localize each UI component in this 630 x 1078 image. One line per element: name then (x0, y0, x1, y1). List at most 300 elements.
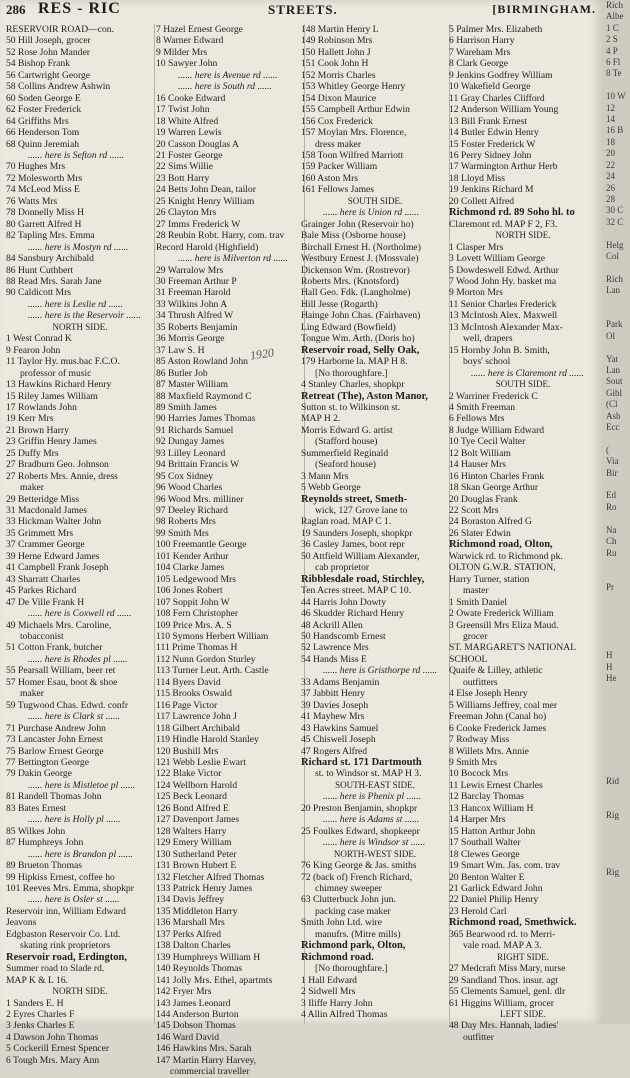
directory-entry: 11 Taylor Hy. mus.bac F.C.O. (6, 356, 120, 368)
directory-entry: 120 Bushill Mrs (156, 745, 219, 757)
directory-entry: 2 Owate Frederick William (449, 608, 554, 620)
directory-entry: 16 Perry Sidney John (449, 149, 532, 161)
directory-entry: 45 Chiswell Joseph (301, 734, 376, 746)
directory-entry: 110 Symons Herbert William (156, 631, 269, 643)
directory-entry: 7 Wood John Hy. basket ma (449, 275, 557, 287)
directory-entry: Reynolds street, Smeth- (301, 493, 408, 505)
directory-entry: 115 Brooks Oswald (156, 688, 232, 700)
edge-fragment: Rig (606, 866, 620, 877)
directory-entry: 136 Marshall Mrs (156, 917, 225, 929)
directory-entry: 77 Bettington George (6, 757, 89, 768)
directory-entry: 10 Sawyer John (156, 58, 218, 70)
directory-entry: 68 Quinn Jeremiah (6, 138, 80, 150)
directory-entry: 71 Purchase Andrew John (6, 722, 106, 734)
directory-entry: 118 Gilbert Archibald (156, 722, 240, 734)
directory-entry: Richmond road, Smethwick. (449, 917, 577, 929)
directory-entry: 148 Martin Henry L (301, 24, 379, 35)
directory-entry: Grainger John (Reservoir ho) (301, 218, 414, 230)
directory-entry: 66 Henderson Tom (6, 127, 80, 139)
directory-entry: ...... here is the Reservoir ...... (28, 310, 141, 322)
directory-entry: Richmond park, Olton, (301, 940, 406, 952)
directory-entry: Richmond rd. 89 Soho hl. to (449, 207, 575, 219)
edge-fragment (604, 570, 630, 581)
directory-entry: 13 Hawkins Richard Henry (6, 379, 112, 391)
directory-entry: 88 Read Mrs. Sarah Jane (6, 275, 102, 287)
directory-entry: 41 Mayhew Mrs (301, 711, 365, 723)
directory-entry: 8 Willets Mrs. Annie (449, 745, 529, 757)
directory-entry: 11 Gray Charles Clifford (449, 92, 545, 104)
directory-entry: 15 Foster Frederick W (449, 138, 536, 150)
directory-entry: 101 Kender Arthur (156, 550, 229, 562)
directory-entry: 105 Ledgewood Mrs (156, 573, 236, 585)
directory-entry: Edgbaston Reservoir Co. Ltd. (6, 928, 121, 940)
directory-entry: 25 Foulkes Edward, shopkeepr (301, 825, 420, 837)
directory-entry: 12 Bolt William (449, 447, 511, 459)
directory-entry: st. to Windsor st. MAP H 3. (315, 768, 422, 780)
directory-entry: 19 Smart Wm. Jas. com. trav (449, 860, 561, 872)
directory-entry: 114 Byers David (156, 676, 221, 688)
directory-entry: 18 Clewes George (449, 848, 520, 860)
directory-entry: 138 Dalton Charles (156, 940, 231, 952)
directory-entry: 46 Skudder Richard Henry (301, 608, 405, 620)
directory-entry: 139 Humphreys William H (156, 951, 261, 963)
directory-entry: 29 Warralow Mrs (156, 264, 224, 276)
directory-entry: MAP K & L 16. (6, 974, 68, 986)
directory-entry: Ribblesdale road, Stirchley, (301, 573, 425, 585)
edge-fragment: 14 (606, 114, 615, 125)
directory-entry: 14 Harper Mrs (449, 814, 506, 826)
directory-entry: 126 Bond Alfred E (156, 802, 229, 814)
directory-entry: 143 James Leonard (156, 997, 231, 1009)
edge-fragment: Via (606, 456, 619, 467)
directory-entry: 57 Homer Esau, boot & shoe (6, 676, 118, 688)
directory-entry: 62 Foster Frederick (6, 104, 82, 116)
directory-entry: 17 Rowlands John (6, 401, 77, 413)
directory-entry: 72 (back of) French Richard, (301, 871, 413, 883)
directory-entry: Quaife & Lilley, athletic (449, 665, 543, 677)
directory-entry: professor of music (20, 367, 92, 379)
directory-entry: 47 Rogers Alfred (301, 745, 368, 757)
directory-entry: 96 Wood Mrs. milliner (156, 493, 244, 505)
directory-entry: 39 Davies Joseph (301, 699, 369, 711)
directory-entry: 54 Bishop Frank (6, 58, 70, 70)
directory-entry: 140 Reynolds Thomas (156, 963, 243, 975)
directory-entry: 61 Higgins William, grocer (449, 997, 554, 1009)
directory-entry: 76 King George & Jas. smiths (301, 860, 417, 872)
directory-entry: 6 Tough Mrs. Mary Ann (6, 1054, 100, 1066)
directory-entry: 72 Molesworth Mrs (6, 172, 83, 184)
directory-entry: Record Harold (Highfield) (156, 241, 259, 253)
directory-entry: 11 Lewis Ernest Charles (449, 779, 543, 791)
directory-entry: 8 Clark George (449, 58, 508, 70)
directory-entry: tobacconist (20, 631, 64, 643)
edge-fragment: Ru (606, 547, 617, 558)
edge-fragment: Rich (606, 273, 623, 284)
directory-entry: 29 Betteridge Miss (6, 493, 80, 505)
directory-entry: 39 Herne Edward James (6, 550, 100, 562)
directory-entry: 36 Morris George (156, 333, 225, 345)
edge-fragment: 2 S (606, 34, 618, 45)
directory-entry: 19 Jenkins Richard M (449, 184, 534, 196)
directory-entry: 33 Hickman Walter John (6, 516, 102, 528)
directory-entry: ...... here is Holly pl ...... (28, 814, 121, 826)
directory-entry: 24 Boraston Alfred G (449, 516, 532, 528)
edge-fragment (604, 730, 630, 741)
directory-entry: 28 Reubin Robt. Harry, com. trav (156, 230, 285, 242)
directory-entry: ...... here is Adams st ...... (323, 814, 420, 826)
directory-entry: 13 Hancox William H (449, 802, 534, 814)
directory-entry: 9 Smith Mrs (449, 757, 497, 768)
directory-entry: 21 Garlick Edward John (449, 882, 543, 894)
directory-entry: 117 Lawrence John J (156, 711, 237, 723)
directory-entry: 125 Beck Leonard (156, 791, 227, 803)
directory-entry: 23 Griffin Henry James (6, 436, 97, 448)
directory-entry: Warwick rd. to Richmond pk. (449, 550, 563, 562)
directory-entry: 111 Prime Thomas H (156, 642, 238, 654)
directory-entry: 27 Medcraft Miss Mary, nurse (449, 963, 566, 975)
directory-entry: 90 Harries James Thomas (156, 413, 256, 425)
directory-entry: 41 Campbell Frank Joseph (6, 562, 109, 574)
directory-entry: 20 Benton Walter E (449, 871, 525, 883)
directory-entry: RIGHT SIDE. (497, 951, 549, 962)
edge-fragment (604, 639, 630, 650)
directory-entry: 22 Scott Mrs (449, 505, 499, 517)
edge-fragment: 18 (606, 136, 615, 147)
directory-entry: 24 Betts John Dean, tailor (156, 184, 256, 196)
directory-column-1 (6, 24, 155, 1066)
edge-fragment: 4 P (606, 45, 618, 56)
directory-entry: 2 Eyres Charles F (6, 1008, 75, 1020)
directory-entry: 151 Cook John H (301, 58, 369, 70)
directory-entry: 15 Hornby John B. Smith, (449, 344, 550, 356)
directory-entry: 100 Freemantle George (156, 539, 247, 551)
directory-entry: 134 Davis Jeffrey (156, 894, 225, 906)
directory-entry: Freeman John (Canal ho) (449, 711, 547, 723)
edge-fragment: 20 (606, 148, 615, 159)
directory-entry: chimney sweeper (315, 882, 382, 894)
edge-fragment (604, 627, 630, 638)
directory-entry: wick, 127 Grove lane to (315, 505, 408, 517)
directory-entry: 35 Roberts Benjamin (156, 321, 238, 333)
edge-fragment: Gibl (606, 387, 623, 398)
edge-fragment: Rich (606, 0, 623, 10)
directory-entry: 17 Twist John (156, 104, 210, 116)
directory-entry: 133 Patrick Henry James (156, 882, 253, 894)
directory-entry: 31 Freeman Harold (156, 287, 231, 299)
directory-entry: 15 Riley James William (6, 390, 98, 402)
directory-entry: 11 Senior Charles Frederick (449, 298, 557, 310)
directory-entry: MAP H 2. (301, 413, 341, 425)
directory-entry: 5 Cockerill Ernest Spencer (6, 1043, 110, 1055)
edge-fragment: Sout (606, 376, 623, 387)
directory-column-4 (449, 24, 597, 1043)
edge-fragment: Rig (606, 809, 620, 820)
edge-fragment (604, 308, 630, 319)
directory-entry: 116 Page Victor (156, 699, 218, 711)
directory-entry: NORTH SIDE. (52, 986, 108, 997)
directory-entry: 16 Cooke Edward (156, 92, 226, 104)
directory-entry: Summer road to Slade rd. (6, 963, 105, 975)
edge-fragment: Asb (606, 410, 621, 421)
directory-entry: [No thoroughfare.] (315, 367, 388, 379)
directory-entry: 144 Anderson Burton (156, 1008, 239, 1020)
directory-entry: 149 Robinson Mrs (301, 35, 373, 47)
edge-fragment: Na (606, 524, 617, 535)
handwritten-annotation: 1920 (249, 345, 275, 363)
directory-entry: ...... here is Osler st ...... (28, 894, 120, 906)
directory-entry: 127 Davenport James (156, 814, 240, 826)
edge-fragment: Ecc (606, 422, 620, 433)
directory-entry: 3 Iliffe Harry John (301, 997, 373, 1009)
edge-fragment: Park (606, 319, 623, 330)
directory-entry: 157 Moylan Mrs. Florence, (301, 127, 407, 139)
edge-fragment: Ed (606, 490, 616, 501)
directory-entry: 1 Sanders E. H (6, 997, 64, 1009)
directory-entry: ...... here is Mostyn rd ...... (28, 241, 129, 253)
directory-entry: 10 Tye Cecil Walter (449, 436, 526, 448)
edge-fragment (604, 741, 630, 752)
directory-entry: 54 Hands Miss E (301, 653, 367, 665)
page-header (6, 0, 600, 22)
edge-fragment (604, 433, 630, 444)
directory-entry: 158 Toon Wilfred Marriott (301, 149, 404, 161)
directory-entry: 78 Donnelly Miss H (6, 207, 85, 219)
directory-entry: skating rink proprietors (20, 940, 111, 952)
edge-fragment (604, 80, 630, 91)
directory-entry: 75 Barlow Ernest George (6, 745, 104, 757)
directory-entry: 35 Grimmett Mrs (6, 527, 74, 539)
directory-entry: Richard st. 171 Dartmouth (301, 757, 422, 768)
directory-entry: ...... here is Leslie rd ...... (28, 298, 123, 310)
directory-entry: Ten Acres street. MAP C 10. (301, 585, 412, 597)
directory-entry: 52 Rose John Mander (6, 46, 90, 58)
edge-fragment (604, 297, 630, 308)
directory-entry: 50 Hill Joseph, grocer (6, 35, 91, 47)
directory-entry: 26 Clayton Mrs (156, 207, 217, 219)
edge-fragment: Rid (606, 775, 620, 786)
directory-entry: 153 Whitley George Henry (301, 81, 406, 93)
directory-entry: 129 Emery William (156, 837, 232, 849)
directory-entry: 5 Palmer Mrs. Elizabeth (449, 24, 543, 35)
edge-fragment (604, 513, 630, 524)
directory-entry: ...... here is Brandon pl ...... (28, 848, 133, 860)
directory-entry: 160 Aston Mrs (301, 172, 359, 184)
edge-fragment: 10 W (606, 91, 626, 102)
directory-entry: 88 Maxfield Raymond C (156, 390, 252, 402)
directory-entry: Tongue Wm. Arth. (Doris ho) (301, 333, 415, 345)
directory-entry: 87 Humphreys John (6, 837, 84, 849)
directory-entry: commercial traveller (170, 1066, 250, 1078)
directory-entry: 8 Warner Edward (156, 35, 224, 47)
edge-fragment: ( (606, 444, 609, 455)
directory-entry: 6 Harrison Harry (449, 35, 515, 47)
directory-entry: Summerfield Reginald (301, 447, 389, 459)
directory-entry: ...... here is Gristhorpe rd ...... (323, 665, 438, 677)
directory-entry: 50 Handscomb Ernest (301, 631, 386, 643)
directory-entry: 18 Skan George Arthur (449, 482, 539, 494)
directory-entry: ...... here is Windsor st ...... (323, 837, 426, 849)
directory-entry: 156 Cox Frederick (301, 115, 373, 127)
directory-entry: 94 Brittain Francis W (156, 459, 240, 471)
directory-entry: 89 Smith James (156, 401, 217, 413)
directory-entry: 161 Fellows James (301, 184, 375, 196)
directory-entry: 25 Duffy Mrs (6, 447, 59, 459)
directory-entry: 15 Hatton Arthur John (449, 825, 536, 837)
directory-entry: 30 Freeman Arthur P (156, 275, 237, 287)
directory-entry: ...... here is Avenue rd ...... (178, 69, 278, 81)
directory-entry: 16 Hinton Charles Frank (449, 470, 545, 482)
directory-entry: 19 Warren Lewis (156, 127, 222, 139)
directory-entry: 85 Aston Rowland John (156, 356, 248, 368)
directory-entry: Richmond road, Olton, (449, 539, 553, 551)
directory-entry: 64 Griffiths Mrs (6, 115, 69, 127)
directory-entry: 63 Clutterbuck John jun. (301, 894, 396, 906)
directory-entry: 150 Hallett John J (301, 46, 371, 58)
directory-entry: SOUTH-EAST SIDE. (335, 779, 415, 790)
edge-fragment: 6 Fl (606, 57, 621, 68)
directory-entry: 50 Attfield William Alexander, (301, 550, 420, 562)
directory-entry: ...... here is Clark st ...... (28, 711, 121, 723)
edge-fragment (604, 342, 630, 353)
directory-entry: Richmond road. (301, 951, 374, 963)
directory-entry: outfitter (463, 1031, 494, 1043)
edge-fragment: Lan (606, 365, 620, 375)
directory-entry: 89 Brueton Thomas (6, 860, 83, 872)
directory-entry: ...... here is Phenix pl ...... (323, 791, 421, 803)
edge-fragment: Ol (606, 330, 615, 341)
directory-entry: 48 Day Mrs. Hannah, ladies' (449, 1020, 559, 1032)
directory-entry: 37 Law S. H (156, 344, 205, 356)
edge-fragment: Bir (606, 467, 618, 478)
directory-entry: 43 Sharratt Charles (6, 573, 81, 585)
edge-fragment (604, 684, 630, 695)
directory-entry: 90 Caldicott Mrs (6, 287, 72, 299)
directory-entry: 51 Cotton Frank, butcher (6, 642, 103, 654)
directory-entry: 104 Clarke James (156, 562, 225, 574)
directory-entry: master (463, 585, 489, 597)
directory-entry: Retreat (The), Aston Manor, (301, 390, 428, 402)
edge-fragment (604, 844, 630, 855)
directory-entry: 3 Jenks Charles E (6, 1020, 75, 1032)
directory-entry: 14 Butler Edwin Henry (449, 127, 539, 139)
directory-entry: 91 Richards Samuel (156, 424, 234, 436)
directory-entry: 12 Anderson William Young (449, 104, 559, 116)
directory-entry: 87 Master William (156, 379, 228, 391)
directory-entry: ...... here is Mistletoe pl ...... (28, 779, 136, 791)
directory-entry: 113 Turner Leut. Arth. Castle (156, 665, 269, 677)
directory-entry: 6 Cooke Frederick James (449, 722, 547, 734)
directory-entry: Westbury Ernest J. (Mossvale) (301, 253, 419, 265)
directory-entry: 1 Clasper Mrs (449, 241, 504, 253)
directory-entry: Ling Edward (Bowfield) (301, 321, 396, 333)
edge-fragment: Ro (606, 501, 617, 512)
directory-entry: 3 Lovett William George (449, 253, 545, 265)
directory-entry: 142 Fryer Mrs (156, 986, 212, 998)
directory-entry: Morris Edward G. artist (301, 424, 393, 436)
directory-entry: ...... here is Coxwell rd ...... (28, 608, 132, 620)
directory-entry: LEFT SIDE. (500, 1008, 546, 1019)
directory-entry: 3 Mann Mrs (301, 470, 349, 482)
edge-fragment (604, 228, 630, 239)
directory-entry: 33 Adams Benjamin (301, 676, 380, 688)
directory-entry: 31 Macdonald James (6, 505, 87, 517)
directory-entry: 34 Thrush Alfred W (156, 310, 234, 322)
edge-fragment: 32 C (606, 216, 624, 227)
edge-fragment: 24 (606, 171, 615, 182)
edge-fragment: 22 (606, 159, 615, 170)
directory-entry: 2 Sidwell Mrs (301, 986, 356, 998)
directory-entry: 99 Smith Mrs (156, 527, 209, 539)
directory-entry: (Stafford house) (315, 436, 378, 448)
directory-entry: packing case maker (315, 905, 391, 917)
edge-fragment: Albe (606, 11, 624, 22)
directory-entry: 84 Sansbury Archibald (6, 253, 94, 265)
directory-entry: 20 Douglas Frank (449, 493, 518, 505)
directory-entry: Reservoir road, Selly Oak, (301, 344, 420, 356)
directory-entry: 4 Stanley Charles, shopkpr (301, 379, 405, 391)
edge-fragment: 8 Te (606, 68, 622, 79)
edge-fragment: 12 (606, 102, 615, 113)
directory-entry: NORTH SIDE. (495, 230, 551, 241)
edge-fragment (604, 821, 630, 832)
directory-entry: 44 Harris John Dowty (301, 596, 387, 608)
directory-entry: 9 Milder Mrs (156, 46, 208, 58)
directory-entry: 93 Lilley Leonard (156, 447, 226, 459)
edge-fragment (604, 479, 630, 490)
directory-entry: 99 Hipkiss Ernest, coffee ho (6, 871, 115, 883)
directory-entry: Bale Miss (Osborne house) (301, 230, 406, 242)
directory-entry: 97 Deeley Richard (156, 505, 228, 517)
directory-entry: 131 Brown Hubert E (156, 860, 237, 872)
directory-entry: 6 Fellows Mrs (449, 413, 505, 425)
directory-entry: manufrs. (Mitre mills) (315, 928, 401, 940)
directory-entry: 7 Hazel Ernest George (156, 24, 243, 35)
directory-entry: Hainge John Chas. (Fairhaven) (301, 310, 421, 322)
directory-entry: 17 Warmington Arthur Herb (449, 161, 558, 173)
directory-entry: outfitters (463, 676, 498, 688)
directory-entry: 8 Judge William Edward (449, 424, 545, 436)
directory-entry: 22 Daniel Philip Henry (449, 894, 539, 906)
edge-fragment: Pr (606, 581, 615, 592)
next-page-edge (604, 0, 630, 1024)
directory-entry: 59 Tugwood Chas. Edwd. confr (6, 699, 129, 711)
directory-entry: 4 Allin Alfred Thomas (301, 1008, 388, 1020)
directory-entry: 9 Jenkins Godfrey William (449, 69, 553, 81)
directory-entry: 147 Martin Harry Harvey, (156, 1054, 257, 1066)
directory-column-3 (301, 24, 450, 1024)
edge-fragment (604, 798, 630, 809)
directory-column-2 (156, 24, 305, 1078)
directory-entry: Claremont rd. MAP F 2, F3. (449, 218, 558, 230)
directory-entry: 26 Slater Edwin (449, 527, 511, 539)
directory-entry: 152 Morris Charles (301, 69, 376, 81)
edge-fragment: Helg (606, 239, 624, 250)
directory-entry: RESERVOIR ROAD—con. (6, 24, 114, 35)
directory-entry: 1 Smith Daniel (449, 596, 508, 608)
directory-entry: 107 Soppit John W (156, 596, 230, 608)
directory-entry: 27 Roberts Mrs. Annie, dress (6, 470, 118, 482)
directory-entry: 13 McIntosh Alex. Maxwell (449, 310, 558, 322)
directory-entry: 20 Casson Douglas A (156, 138, 239, 150)
directory-entry: Hill Jesse (Rogarth) (301, 298, 378, 310)
edge-fragment (604, 833, 630, 844)
directory-entry: 17 Southall Walter (449, 837, 521, 849)
directory-entry: 108 Fern Christopher (156, 608, 239, 620)
directory-entry: 19 Kerr Mrs (6, 413, 54, 425)
edge-fragment: 30 C (606, 205, 624, 216)
directory-entry: 141 Jolly Mrs. Ethel, apartmts (156, 974, 273, 986)
directory-entry: (Seaford house) (315, 459, 377, 471)
